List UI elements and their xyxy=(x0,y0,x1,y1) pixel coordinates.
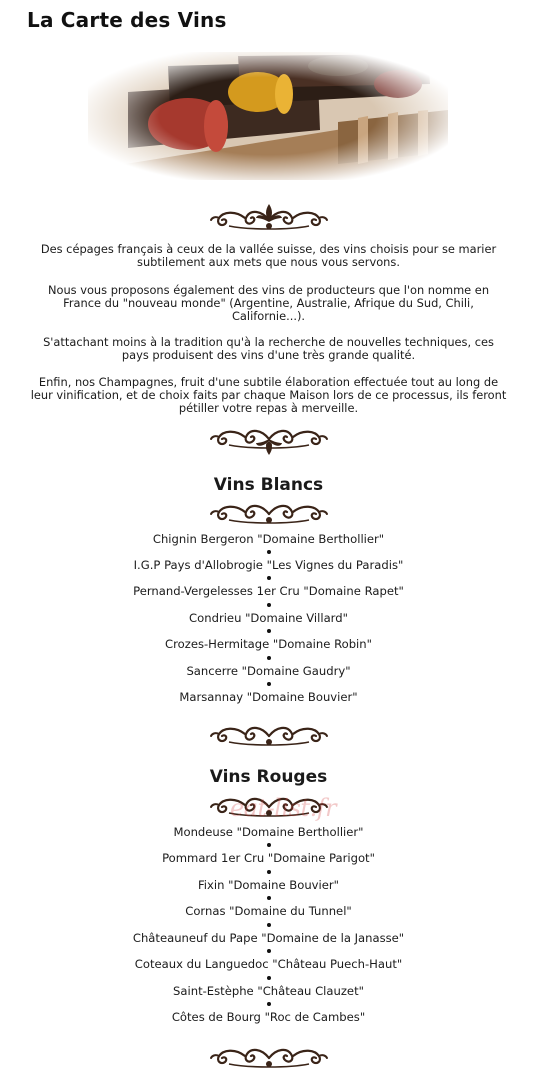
wine-item: Sancerre "Domaine Gaudry" xyxy=(186,664,351,678)
wine-item: Chignin Bergeron "Domaine Berthollier" xyxy=(152,532,385,546)
section-title-rouges: Vins Rouges xyxy=(209,767,328,787)
bullet-dot xyxy=(267,976,271,980)
wine-item: Côtes de Bourg "Roc de Cambes" xyxy=(171,1010,366,1024)
bullet-dot xyxy=(267,843,271,847)
bullet-dot xyxy=(267,550,271,554)
bullet-dot xyxy=(267,870,271,874)
wine-item: Crozes-Hermitage "Domaine Robin" xyxy=(165,637,372,651)
bullet-dot xyxy=(267,576,271,580)
bullet-dot xyxy=(267,682,271,686)
watermark-text: eat-list.fr xyxy=(230,794,337,822)
wine-item: Mondeuse "Domaine Berthollier" xyxy=(173,825,364,839)
wine-item: Cornas "Domaine du Tunnel" xyxy=(185,904,352,918)
bullet-dot xyxy=(267,923,271,927)
page-title: La Carte des Vins xyxy=(27,8,227,32)
bullet-dot xyxy=(267,896,271,900)
wine-bottles-icon xyxy=(88,52,448,180)
wine-item: Fixin "Domaine Bouvier" xyxy=(197,878,339,892)
wine-item: Coteaux du Languedoc "Château Puech-Haut" xyxy=(134,957,403,971)
bullet-dot xyxy=(267,1002,271,1006)
bullet-dot xyxy=(267,949,271,953)
intro-paragraph-2: Nous vous proposons également des vins de producteurs que l'on nomme en France du "nouveau monde" (Argentine, Australie, Afrique du Sud, Chili, Californie...). xyxy=(47,283,490,323)
wine-bottles-photo xyxy=(88,52,448,180)
ornament-divider-icon xyxy=(209,202,329,232)
bullet-dot xyxy=(267,603,271,607)
ornament-divider-icon xyxy=(209,500,329,526)
bullet-dot xyxy=(267,656,271,660)
wine-item: Condrieu "Domaine Villard" xyxy=(189,611,348,625)
section-title-blancs: Vins Blancs xyxy=(213,475,324,495)
bullet-dot xyxy=(267,629,271,633)
wine-item: I.G.P Pays d'Allobrogie "Les Vignes du Paradis" xyxy=(133,558,404,572)
intro-paragraph-3: S'attachant moins à la tradition qu'à la recherche de nouvelles techniques, ces pays produisent des vins d'une très grande qualité. xyxy=(43,335,494,362)
ornament-divider-icon xyxy=(209,425,329,455)
wine-item: Marsannay "Domaine Bouvier" xyxy=(179,690,358,704)
wine-item: Châteauneuf du Pape "Domaine de la Janasse" xyxy=(132,931,405,945)
wine-item: Pernand-Vergelesses 1er Cru "Domaine Rapet" xyxy=(133,584,404,598)
intro-paragraph-1: Des cépages français à ceux de la vallée suisse, des vins choisis pour se marier subtilement aux mets que nous vous servons. xyxy=(40,242,497,269)
wine-item: Saint-Estèphe "Château Clauzet" xyxy=(173,984,364,998)
wine-item: Pommard 1er Cru "Domaine Parigot" xyxy=(162,851,375,865)
ornament-divider-icon xyxy=(209,1044,329,1070)
intro-paragraph-4: Enfin, nos Champagnes, fruit d'une subtile élaboration effectuée tout au long de leur vinification, et de choix faits par chaque Maison lors de ce processus, ils feront pétiller votre repas à merveille. xyxy=(30,375,507,415)
ornament-divider-icon xyxy=(209,722,329,748)
